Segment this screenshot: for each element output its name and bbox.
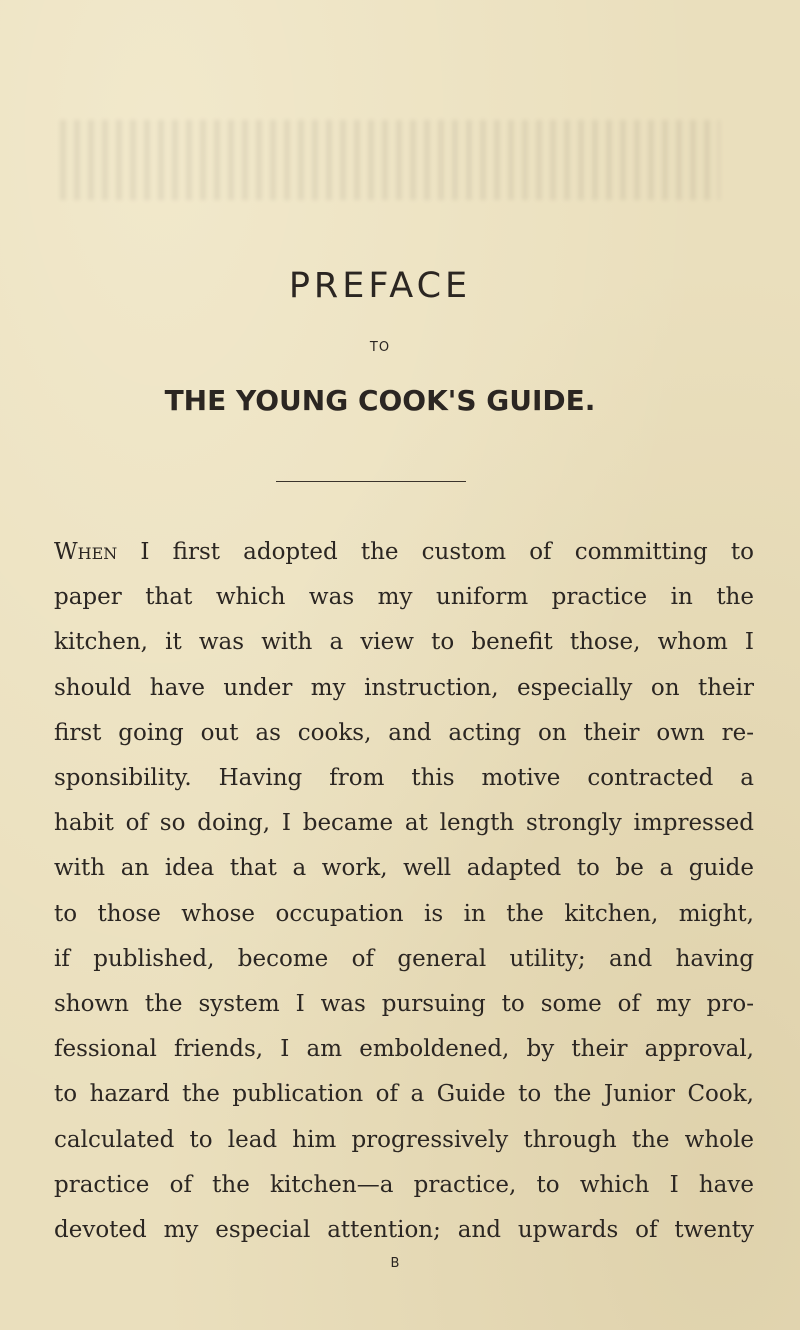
text-line: first going out as cooks, and acting on their own re- <box>54 719 754 746</box>
signature-mark: B <box>390 1256 400 1271</box>
text-line: calculated to lead him progressively through the whole <box>54 1126 754 1153</box>
show-through-text <box>60 120 720 200</box>
title-rule <box>276 481 466 482</box>
text-line: devoted my especial attention; and upwards of twenty <box>54 1217 754 1244</box>
text-line: paper that which was my uniform practice in the <box>54 584 754 611</box>
opening-word: When <box>54 539 118 565</box>
preface-text <box>54 530 754 1253</box>
text-line: shown the system I was pursuing to some of my pro- <box>54 991 754 1018</box>
text-line: When I first adopted the custom of committing to <box>54 539 754 565</box>
text-line: with an idea that a work, well adapted to be a guide <box>54 855 754 882</box>
page-title: PREFACE <box>288 266 472 306</box>
text-line: practice of the kitchen—a practice, to which I have <box>54 1171 754 1198</box>
text-line: habit of so doing, I became at length strongly impressed <box>54 810 754 837</box>
text-line: to hazard the publication of a Guide to the Junior Cook, <box>54 1081 754 1108</box>
text-line: fessional friends, I am emboldened, by their approval, <box>54 1036 754 1063</box>
text-line: kitchen, it was with a view to benefit those, whom I <box>54 629 754 656</box>
title-connector: TO <box>369 340 391 355</box>
text-line: if published, become of general utility; and having <box>54 945 754 972</box>
text-line: to those whose occupation is in the kitchen, might, <box>54 900 754 927</box>
text-line: sponsibility. Having from this motive contracted a <box>54 765 754 792</box>
text-line: should have under my instruction, especially on their <box>54 674 754 701</box>
book-title: THE YOUNG COOK'S GUIDE. <box>164 384 596 417</box>
